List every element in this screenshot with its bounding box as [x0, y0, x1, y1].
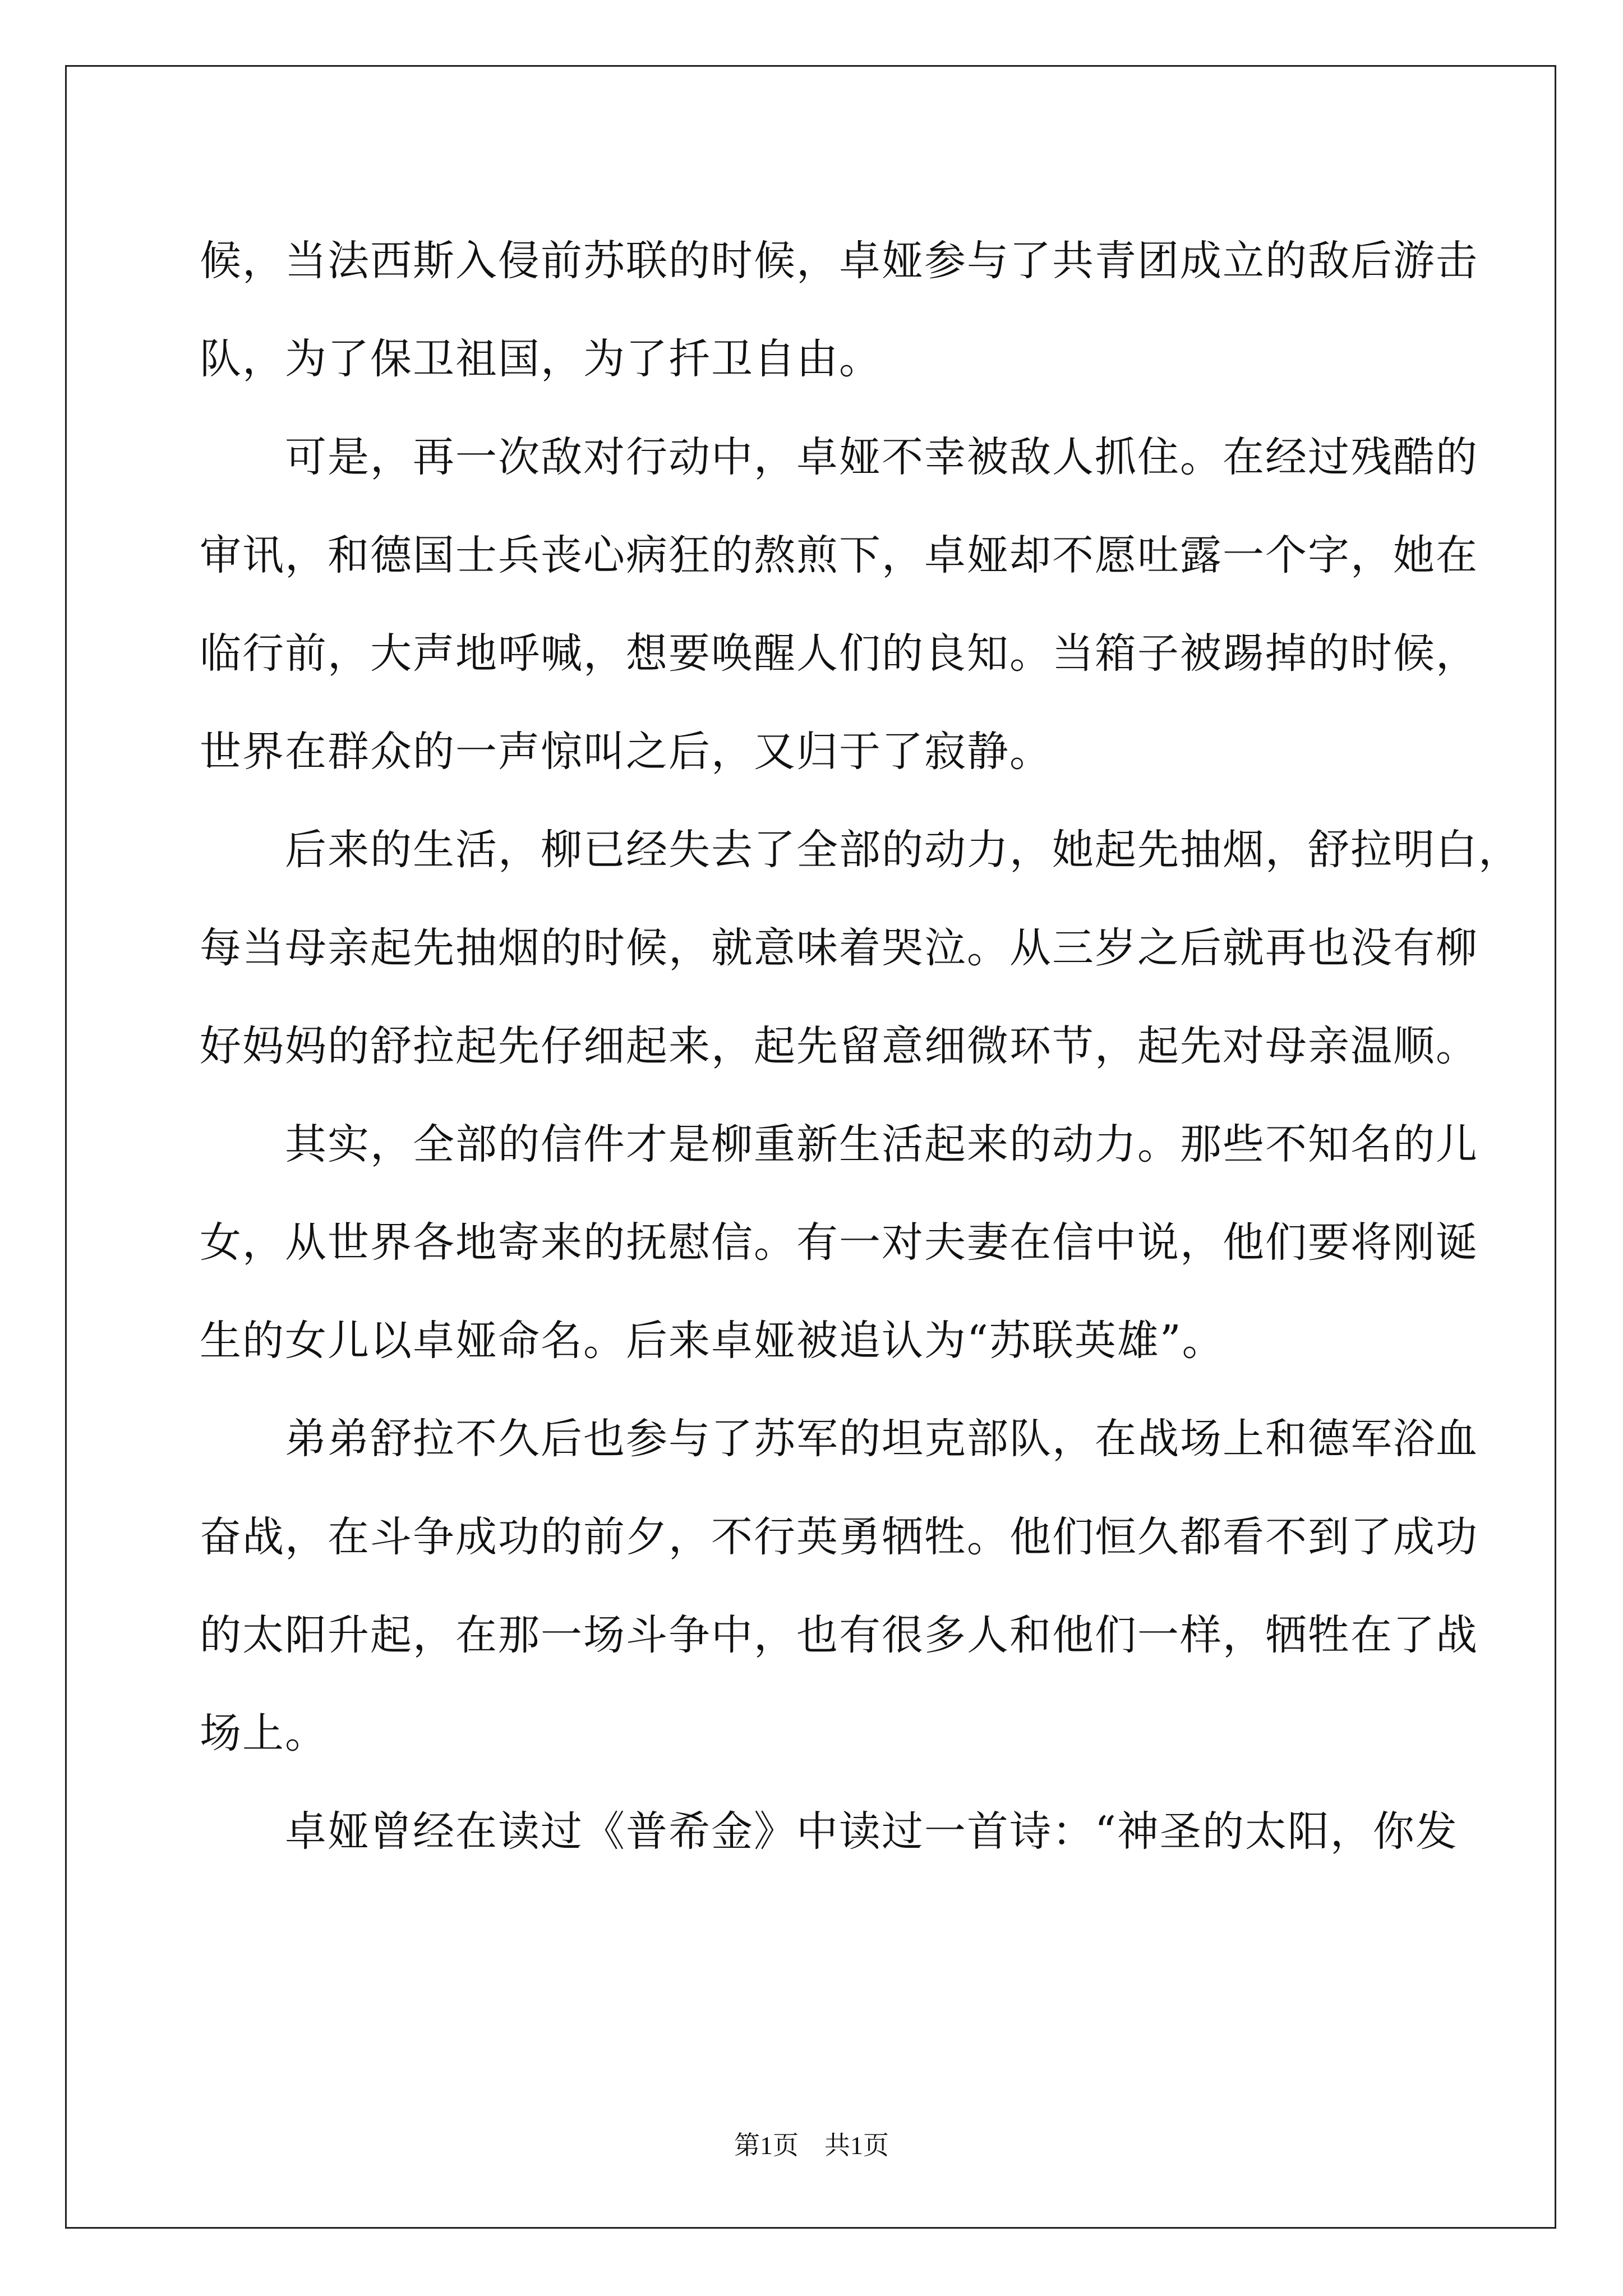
text-line: 好妈妈的舒拉起先仔细起来，起先留意细微环节，起先对母亲温顺。	[200, 1022, 1478, 1070]
text-line: 奋战，在斗争成功的前夕，不行英勇牺牲。他们恒久都看不到了成功	[200, 1513, 1478, 1561]
text-line: 候，当法西斯入侵前苏联的时候，卓娅参与了共青团成立的敌后游击	[200, 237, 1478, 285]
text-line: 生的女儿以卓娅命名。后来卓娅被追认为“苏联英雄”。	[200, 1317, 1225, 1365]
text-line: 临行前，大声地呼喊，想要唤醒人们的良知。当箱子被踢掉的时候，	[200, 629, 1478, 678]
text-line: 队，为了保卫祖国，为了扦卫自由。	[200, 335, 882, 383]
text-line: 女，从世界各地寄来的抚慰信。有一对夫妻在信中说，他们要将刚诞	[200, 1218, 1478, 1267]
text-line: 其实，全部的信件才是柳重新生活起来的动力。那些不知名的儿	[200, 1120, 1478, 1168]
text-line: 世界在群众的一声惊叫之后，又归于了寂静。	[200, 728, 1052, 776]
text-line: 审讯，和德国士兵丧心病狂的熬煎下，卓娅却不愿吐露一个字，她在	[200, 531, 1478, 579]
text-line: 的太阳升起，在那一场斗争中，也有很多人和他们一样，牺牲在了战	[200, 1611, 1478, 1659]
text-line: 卓娅曾经在读过《普希金》中读过一首诗：“神圣的太阳，你发	[200, 1807, 1458, 1856]
text-line: 后来的生活，柳已经失去了全部的动力，她起先抽烟，舒拉明白，	[200, 826, 1521, 874]
page-footer: 第1页 共1页	[734, 2131, 889, 2160]
text-line: 可是，再一次敌对行动中，卓娅不幸被敌人抓住。在经过残酷的	[200, 433, 1478, 481]
text-line: 场上。	[200, 1709, 328, 1757]
text-line: 每当母亲起先抽烟的时候，就意味着哭泣。从三岁之后就再也没有柳	[200, 924, 1478, 972]
document-body	[200, 212, 1521, 1881]
text-line: 弟弟舒拉不久后也参与了苏军的坦克部队，在战场上和德军浴血	[200, 1415, 1478, 1463]
